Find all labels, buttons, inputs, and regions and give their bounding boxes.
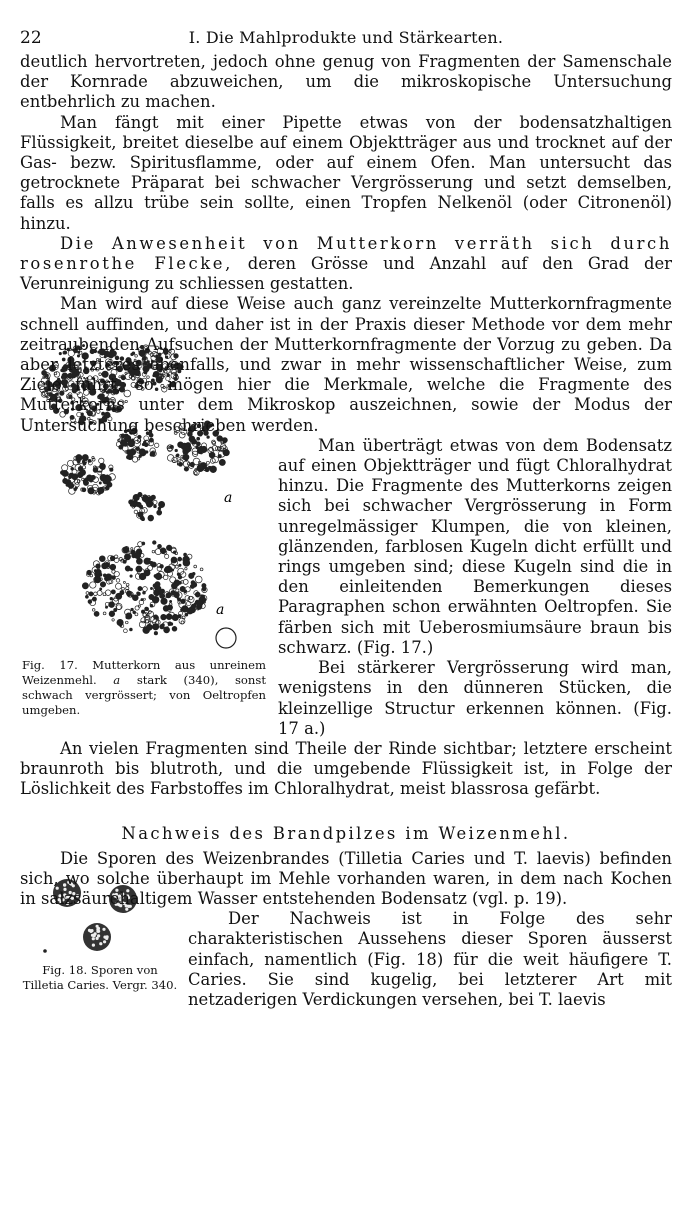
paragraph-5: Man überträgt etwas von dem Bodensatz auf einen Objektträger und fügt Chloralhydrat hinzu. Die Fragmente des Mutterkorns zeigen sich bei schwacher Vergrösserung in Form unregelmässiger Klumpen, die von kleinen, glänzenden, farblosen Kugeln dicht erfüllt und rings umgeben sind; diese Kugeln sind die in den einleitenden Bemerkungen dieses Paragraphen schon erwähnten Oeltropfen. Sie färben sich mit Ueberosmiumsäure braun bis schwarz. (Fig. 17.) <box>278 435 672 657</box>
running-title: I. Die Mahlprodukte und Stärkearten. <box>188 28 504 47</box>
book-page <box>20 28 672 1010</box>
paragraph-1: deutlich hervortreten, jedoch ohne genug von Fragmenten der Samenschale der Kornrade abzuweichen, um die mikroskopische Untersuchung entbehrlich zu machen. <box>20 52 672 112</box>
section-title: Nachweis des Brandpilzes im Weizenmehl. <box>121 823 571 843</box>
paragraph-2: Man fängt mit einer Pipette etwas von der bodensatzhaltigen Flüssigkeit, breitet dieselbe auf einem Objektträger aus und trocknet auf der Gas- bezw. Spiritusflamme, oder auf einem Ofen. Man untersucht das getrocknete Präparat bei schwacher Vergrösserung und setzt demselben, falls es allzu trübe sein sollte, einen Tropfen Nelkenöl (oder Citronenöl) hinzu. <box>20 112 672 233</box>
page-header <box>20 28 672 52</box>
paragraph-6: Bei stärkerer Vergrösserung wird man, wenigstens in den dünneren Stücken, die kleinzellige Structur erkennen können. (Fig. 17 a.) <box>278 658 672 738</box>
paragraph-8: Die Sporen des Weizenbrandes (Tilletia Caries und T. laevis) befinden sich, wo solche überhaupt im Mehle vorhanden waren, in dem nach Kochen in salzsäurehaltigem Wasser entstehenden Bodensatz (vgl. p. 19). <box>20 848 672 908</box>
spaced-emphasis: Die Anwesenheit von Mutterkorn verräth sich durch rosenrothe Flecke, <box>20 233 672 274</box>
figure-label-a-upper: a <box>224 489 233 506</box>
page-number: 22 <box>20 28 42 48</box>
figure-17-caption: Fig. 17. Mutterkorn aus unreinem Weizenmehl. a stark (340), sonst schwach vergrössert; von Oeltropfen umgeben. <box>22 657 266 717</box>
paragraph-3 <box>20 234 672 295</box>
paragraph-4: Man wird auf diese Weise auch ganz vereinzelte Mutterkornfragmente schnell auffinden, und daher ist in der Praxis dieser Methode vor dem mehr zeitraubenden Aufsuchen der Mutterkornfragmente der Vorzug zu geben. Da aber letzteres ebenfalls, und zwar in mehr wissenschaftlicher Weise, zum Ziele führt, so mögen hier die Merkmale, welche die Fragmente des Mutterkorns unter dem Mikroskop auszeichnen, sowie der Modus der Untersuchung beschrieben werden. <box>20 294 672 435</box>
paragraph-7: An vielen Fragmenten sind Theile der Rinde sichtbar; letztere erscheint braunroth bis blutroth, und die umgebende Flüssigkeit ist, in Folge der Löslichkeit des Farbstoffes im Chloralhydrat, meist blassrosa gefärbt. <box>20 738 672 799</box>
paragraph-3-rest: deren Grösse und Anzahl auf den Grad der Verunreinigung zu schliessen gestatten. <box>20 254 672 294</box>
figure-18-caption: Fig. 18. Sporen von Tilletia Caries. Vergr. 340. <box>22 963 178 993</box>
figure-label-a-lower: a <box>216 601 225 618</box>
paragraph-9: Der Nachweis ist in Folge des sehr charakteristischen Aussehens dieser Sporen äusserst einfach, namentlich (Fig. 18) für die weit häufigere T. Caries. Sie sind kugelig, bei letzterer Art mit netzaderigen Verdickungen versehen, bei T. laevis <box>188 909 672 1009</box>
